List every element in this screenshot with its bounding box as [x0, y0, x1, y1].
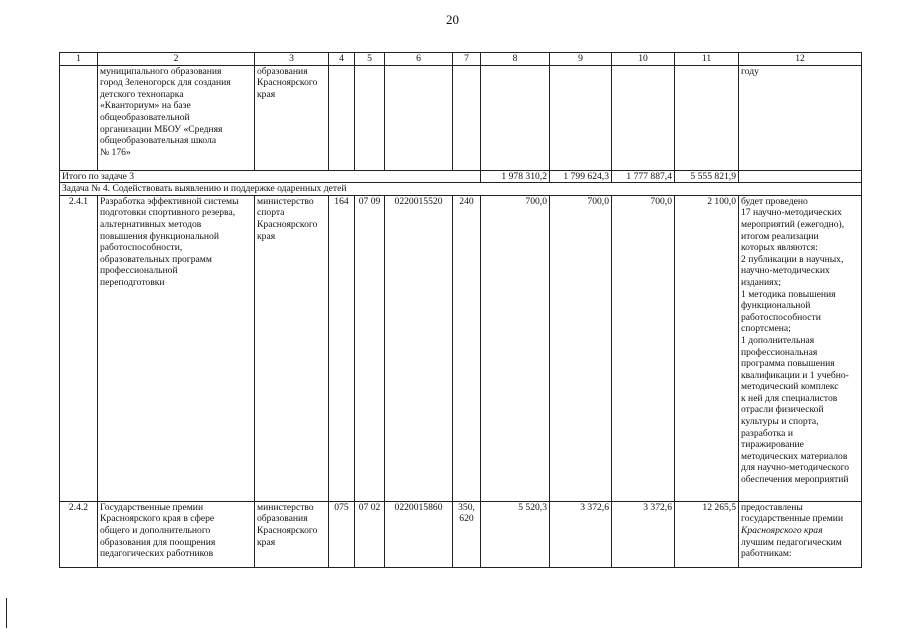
- value-year2: 3 372,6: [550, 501, 612, 567]
- cont-num-cell: [60, 65, 98, 170]
- task4-header-row: [60, 183, 862, 196]
- expected-result-part2: лучшим педагогическим работникам:: [741, 536, 842, 560]
- col-number-11: 11: [675, 53, 739, 66]
- row-number: 2.4.1: [60, 195, 98, 501]
- cont-v11-cell: [675, 65, 739, 170]
- table-row-2-4-2: [60, 501, 862, 567]
- rzpr-code: 07 09: [355, 195, 385, 501]
- col-number-3: 3: [255, 53, 329, 66]
- total-task3-v8: 1 978 310,2: [481, 170, 550, 183]
- measure-name: Разработка эффективной системы подготовки спортивного резерва, альтернативных методов повышения функциональной работоспособности, образовательных программ профессиональной переподготовки: [98, 195, 255, 501]
- col-number-10: 10: [612, 53, 675, 66]
- value-year1: 700,0: [481, 195, 550, 501]
- expected-result-part1: предоставлены государственные премии: [741, 501, 844, 525]
- grbs-code: 075: [329, 501, 355, 567]
- value-year2: 700,0: [550, 195, 612, 501]
- cont-name-cell: муниципального образования город Зеленогорск для создания детского технопарка «Кванториум» на базе общеобразовательной организации МБОУ «Средняя общеобразовательная школа № 176»: [98, 65, 255, 170]
- cont-v10-cell: [612, 65, 675, 170]
- value-year3: 3 372,6: [612, 501, 675, 567]
- expected-result: будет проведено 17 научно-методических мероприятий (ежегодно), итогом реализации которых являются: 2 публикации в научных, научно-методических изданиях; 1 методика повышения функциональной работоспособности спортсмена; 1 дополнительная профессиональная программа повышения квалификации и 1 учебно- методический комплекс к ней для специалистов отрасли физической культуры и спорта, разработка и тиражирование методических материалов для научно-методического обеспечения мероприятий: [739, 195, 862, 501]
- cont-org-cell: образования Красноярского края: [255, 65, 329, 170]
- total-task3-v10: 1 777 887,4: [612, 170, 675, 183]
- scan-margin-line: [6, 598, 7, 628]
- row-number: 2.4.2: [60, 501, 98, 567]
- col-number-7: 7: [453, 53, 481, 66]
- cont-csr-cell: [385, 65, 453, 170]
- cont-result-cell: году: [739, 65, 862, 170]
- rzpr-code: 07 02: [355, 501, 385, 567]
- col-number-1: 1: [60, 53, 98, 66]
- expected-result-region: Красноярского края: [741, 524, 823, 536]
- total-task3-v11: 5 555 821,9: [675, 170, 739, 183]
- total-task3-result: [739, 170, 862, 183]
- cont-rzpr-cell: [355, 65, 385, 170]
- budget-table: [59, 52, 862, 568]
- total-task3-row: [60, 170, 862, 183]
- cont-v9-cell: [550, 65, 612, 170]
- task4-title: Задача № 4. Содействовать выявлению и поддержке одаренных детей: [60, 183, 862, 196]
- value-year1: 5 520,3: [481, 501, 550, 567]
- col-number-2: 2: [98, 53, 255, 66]
- continued-row: [60, 65, 862, 170]
- table-row-2-4-1: [60, 195, 862, 501]
- total-task3-label: Итого по задаче 3: [60, 170, 481, 183]
- value-total: 12 265,5: [675, 501, 739, 567]
- responsible-org: министерство спорта Красноярского края: [255, 195, 329, 501]
- measure-name: Государственные премии Красноярского края в сфере общего и дополнительного образования для поощрения педагогических работников: [98, 501, 255, 567]
- responsible-org: министерство образования Красноярского края: [255, 501, 329, 567]
- col-number-9: 9: [550, 53, 612, 66]
- csr-code: 0220015860: [385, 501, 453, 567]
- expected-result: [739, 501, 862, 567]
- vr-code: 240: [453, 195, 481, 501]
- total-task3-v9: 1 799 624,3: [550, 170, 612, 183]
- col-number-4: 4: [329, 53, 355, 66]
- csr-code: 0220015520: [385, 195, 453, 501]
- grbs-code: 164: [329, 195, 355, 501]
- col-number-8: 8: [481, 53, 550, 66]
- page-number: 20: [446, 12, 459, 27]
- col-number-6: 6: [385, 53, 453, 66]
- value-total: 2 100,0: [675, 195, 739, 501]
- value-year3: 700,0: [612, 195, 675, 501]
- cont-grbs-cell: [329, 65, 355, 170]
- col-number-12: 12: [739, 53, 862, 66]
- cont-vr-cell: [453, 65, 481, 170]
- vr-code: 350, 620: [453, 501, 481, 567]
- column-number-row: [60, 53, 862, 66]
- cont-v8-cell: [481, 65, 550, 170]
- col-number-5: 5: [355, 53, 385, 66]
